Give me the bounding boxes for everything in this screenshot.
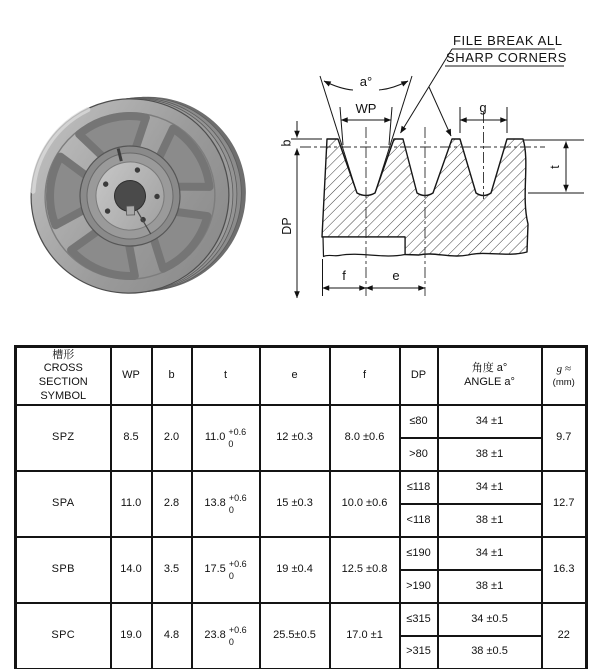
row-symbol: SPA <box>16 471 111 537</box>
header-row <box>16 347 587 406</box>
cell-b: 3.5 <box>152 537 192 603</box>
row-symbol: SPC <box>16 603 111 669</box>
cell-b: 2.0 <box>152 405 192 471</box>
cell-dp-range: <118 <box>400 504 438 537</box>
cell-wp: 8.5 <box>111 405 152 471</box>
cell-dp-range: ≤118 <box>400 471 438 504</box>
cell-angle: 38 ±1 <box>438 504 542 537</box>
col-header-f: f <box>330 347 400 406</box>
cell-f: 12.5 ±0.8 <box>330 537 400 603</box>
cell-e: 12 ±0.3 <box>260 405 330 471</box>
cell-e: 19 ±0.4 <box>260 537 330 603</box>
dp-label: DP <box>280 217 294 235</box>
col-header-dp: DP <box>400 347 438 406</box>
cell-t: 23.8 +0.6 0 <box>192 603 260 669</box>
cell-t: 17.5 +0.6 0 <box>192 537 260 603</box>
t-label: t <box>548 165 562 169</box>
keyway <box>126 206 134 215</box>
table-row-spb <box>16 537 587 570</box>
col-header-wp: WP <box>111 347 152 406</box>
g-label: g <box>479 100 487 115</box>
cell-wp: 19.0 <box>111 603 152 669</box>
cell-g: 22 <box>542 603 587 669</box>
cell-angle: 38 ±1 <box>438 438 542 471</box>
cell-b: 2.8 <box>152 471 192 537</box>
row-symbol: SPZ <box>16 405 111 471</box>
groove-spec-table <box>14 345 588 669</box>
table-row-spc <box>16 603 587 636</box>
cell-dp-range: ≤315 <box>400 603 438 636</box>
cell-f: 10.0 ±0.6 <box>330 471 400 537</box>
angle-label: a° <box>359 74 373 89</box>
cell-angle: 38 ±1 <box>438 570 542 603</box>
cell-e: 15 ±0.3 <box>260 471 330 537</box>
cell-t: 11.0 +0.6 0 <box>192 405 260 471</box>
cell-g: 9.7 <box>542 405 587 471</box>
cell-dp-range: >315 <box>400 636 438 669</box>
note-line-2: SHARP CORNERS <box>446 50 567 65</box>
e-label: e <box>392 268 400 283</box>
cell-f: 8.0 ±0.6 <box>330 405 400 471</box>
col-header-symbol: 槽形 CROSS SECTION SYMBOL <box>16 347 111 406</box>
cell-g: 12.7 <box>542 471 587 537</box>
cell-angle: 34 ±1 <box>438 405 542 438</box>
cell-t: 13.8 +0.6 0 <box>192 471 260 537</box>
cell-dp-range: ≤80 <box>400 405 438 438</box>
groove-diagram <box>270 0 600 341</box>
col-header-g: g ≈ (mm) <box>542 347 587 406</box>
cell-angle: 38 ±0.5 <box>438 636 542 669</box>
table-row-spz <box>16 405 587 438</box>
col-header-angle: 角度 a° ANGLE a° <box>438 347 542 406</box>
table-row-spa <box>16 471 587 504</box>
cell-f: 17.0 ±1 <box>330 603 400 669</box>
cell-dp-range: >190 <box>400 570 438 603</box>
cell-b: 4.8 <box>152 603 192 669</box>
pulley-photo <box>0 0 270 341</box>
cell-e: 25.5±0.5 <box>260 603 330 669</box>
pulley-illustration <box>0 0 270 341</box>
cell-dp-range: ≤190 <box>400 537 438 570</box>
col-header-e: e <box>260 347 330 406</box>
f-label: f <box>342 268 346 283</box>
groove-section-drawing <box>270 0 600 341</box>
col-header-t: t <box>192 347 260 406</box>
cell-dp-range: >80 <box>400 438 438 471</box>
b-label: b <box>279 139 294 147</box>
wp-label: WP <box>355 101 377 116</box>
col-header-b: b <box>152 347 192 406</box>
cell-angle: 34 ±1 <box>438 471 542 504</box>
cell-g: 16.3 <box>542 537 587 603</box>
note-line-1: FILE BREAK ALL <box>453 33 563 48</box>
rim-strip <box>323 237 405 257</box>
cell-wp: 14.0 <box>111 537 152 603</box>
row-symbol: SPB <box>16 537 111 603</box>
cell-angle: 34 ±0.5 <box>438 603 542 636</box>
cell-wp: 11.0 <box>111 471 152 537</box>
cell-angle: 34 ±1 <box>438 537 542 570</box>
